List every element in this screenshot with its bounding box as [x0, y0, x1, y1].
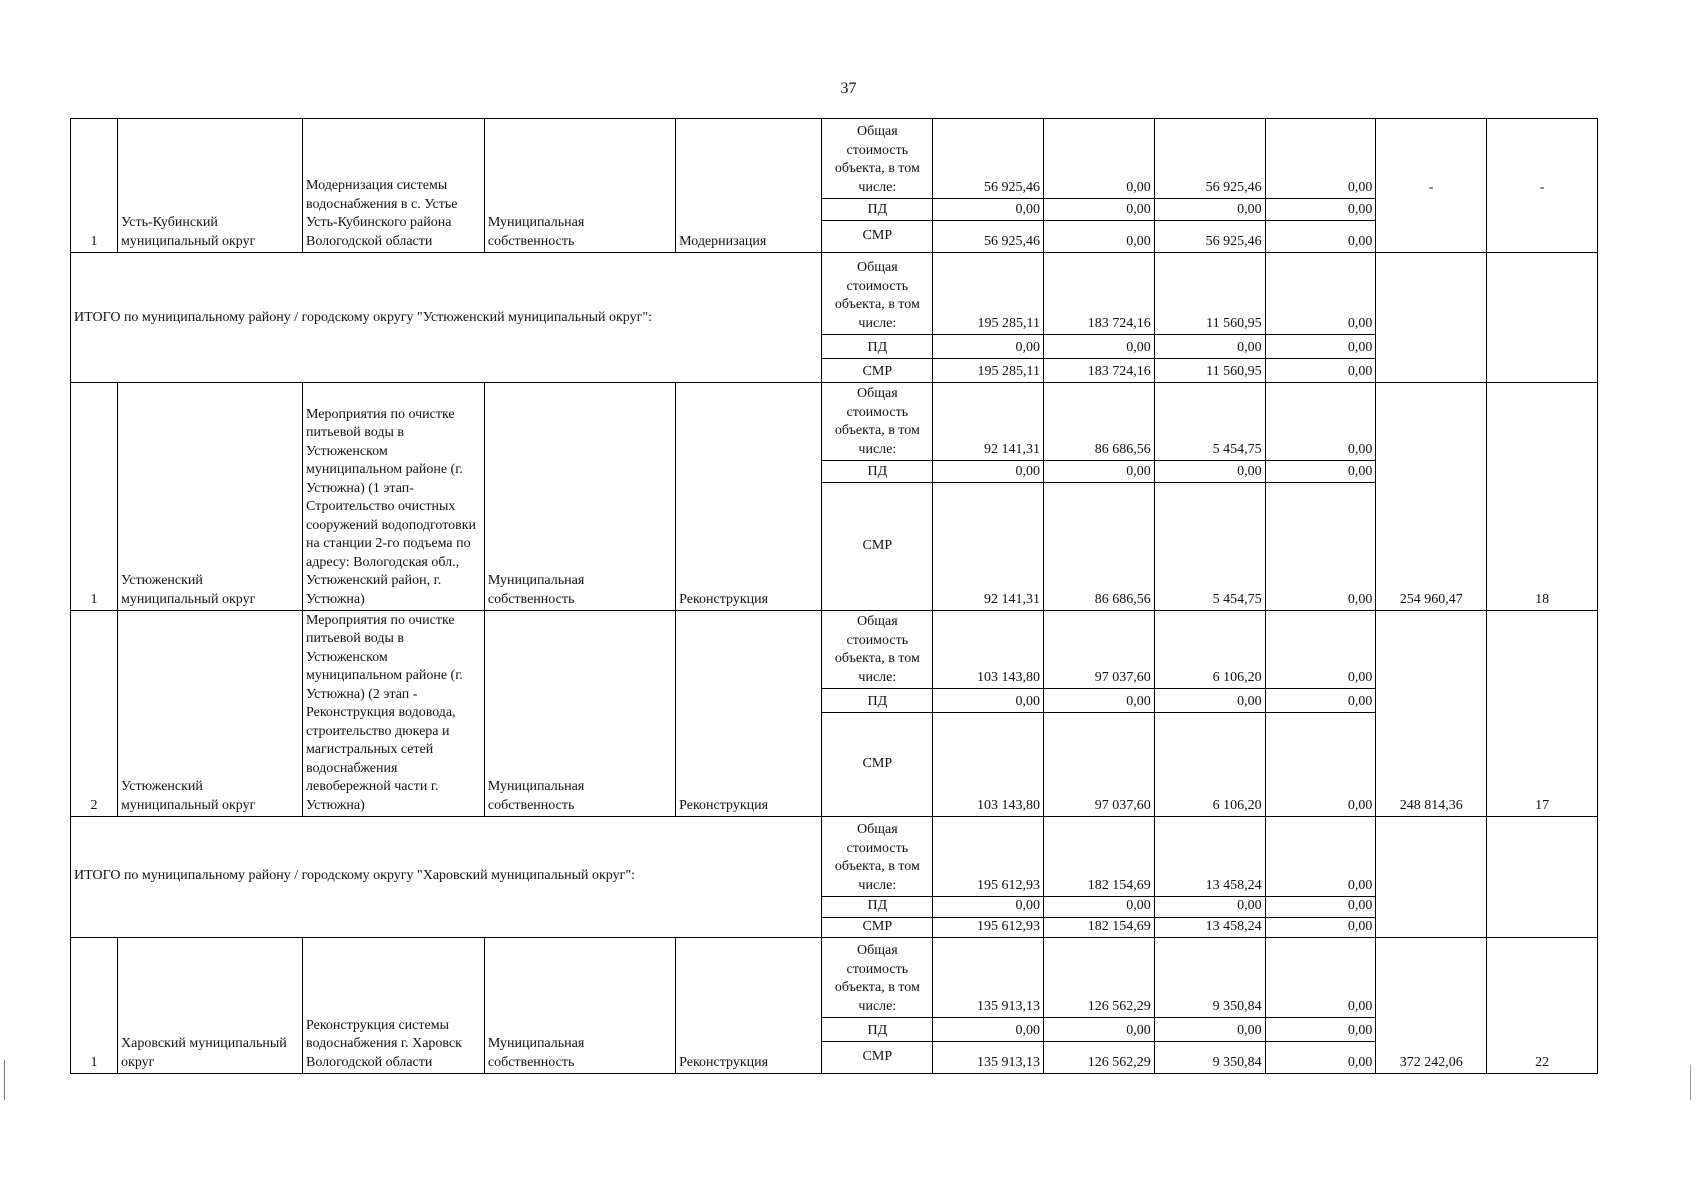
smr-value-4: 0,00: [1265, 713, 1376, 817]
smr-label: СМР: [822, 1042, 933, 1074]
total-value-3: 11 560,95: [1154, 253, 1265, 335]
pd-value-4: 0,00: [1265, 461, 1376, 483]
table-row: [71, 383, 1598, 461]
scan-mark: [1690, 1065, 1691, 1100]
pd-value-1: 0,00: [933, 689, 1044, 713]
object-name-cell: Мероприятия по очистке питьевой воды в Устюженском муниципальном районе (г. Устюжна) (2 этап - Реконструкция водовода, строительство дюкера и магистральных сетей водоснабжения левобережной части г. Устюжна): [303, 611, 485, 817]
subtotal-label: ИТОГО по муниципальному району / городскому округу "Харовский муниципальный округ":: [71, 817, 822, 938]
district-cell: Устюженский муниципальный округ: [118, 383, 303, 611]
total-cost-label: Общая стоимость объекта, в том числе:: [822, 611, 933, 689]
total-value-3: 56 925,46: [1154, 119, 1265, 199]
pd-value-3: 0,00: [1154, 897, 1265, 918]
smr-value-1: 103 143,80: [933, 713, 1044, 817]
total-value-1: 92 141,31: [933, 383, 1044, 461]
pd-value-3: 0,00: [1154, 335, 1265, 359]
count-cell: 18: [1487, 383, 1598, 611]
total-value-1: 195 612,93: [933, 817, 1044, 897]
pd-value-1: 0,00: [933, 461, 1044, 483]
total-value-2: 0,00: [1044, 119, 1155, 199]
pd-value-3: 0,00: [1154, 689, 1265, 713]
smr-value-1: 195 612,93: [933, 917, 1044, 938]
total-value-4: 0,00: [1265, 611, 1376, 689]
work-type-cell: Реконструкция: [676, 611, 822, 817]
total-value-4: 0,00: [1265, 253, 1376, 335]
smr-value-3: 5 454,75: [1154, 483, 1265, 611]
smr-label: СМР: [822, 917, 933, 938]
investment-table: [70, 118, 1598, 1074]
smr-value-4: 0,00: [1265, 1042, 1376, 1074]
table-row: [71, 611, 1598, 689]
extra-value-cell: 254 960,47: [1376, 383, 1487, 611]
table-row: [71, 817, 1598, 897]
count-cell: 22: [1487, 938, 1598, 1074]
ownership-cell: Муниципальная собственность: [484, 119, 675, 253]
smr-value-2: 182 154,69: [1044, 917, 1155, 938]
table-row: [71, 119, 1598, 199]
empty-cell: [1487, 253, 1598, 383]
smr-value-4: 0,00: [1265, 221, 1376, 253]
pd-value-2: 0,00: [1044, 689, 1155, 713]
table-row: [71, 253, 1598, 335]
empty-cell: [1376, 253, 1487, 383]
row-number: 1: [71, 119, 118, 253]
smr-value-4: 0,00: [1265, 359, 1376, 383]
smr-label: СМР: [822, 713, 933, 817]
smr-value-3: 13 458,24: [1154, 917, 1265, 938]
pd-value-1: 0,00: [933, 199, 1044, 221]
pd-label: ПД: [822, 461, 933, 483]
total-value-4: 0,00: [1265, 817, 1376, 897]
pd-label: ПД: [822, 335, 933, 359]
empty-cell: [1487, 817, 1598, 938]
pd-label: ПД: [822, 897, 933, 918]
smr-value-2: 86 686,56: [1044, 483, 1155, 611]
pd-value-4: 0,00: [1265, 689, 1376, 713]
district-cell: Усть-Кубинский муниципальный округ: [118, 119, 303, 253]
smr-value-3: 11 560,95: [1154, 359, 1265, 383]
pd-value-2: 0,00: [1044, 199, 1155, 221]
total-value-3: 9 350,84: [1154, 938, 1265, 1018]
dash-cell: -: [1376, 119, 1487, 253]
smr-value-2: 126 562,29: [1044, 1042, 1155, 1074]
smr-value-3: 6 106,20: [1154, 713, 1265, 817]
total-value-1: 56 925,46: [933, 119, 1044, 199]
work-type-cell: Реконструкция: [676, 938, 822, 1074]
total-value-3: 13 458,24: [1154, 817, 1265, 897]
smr-label: СМР: [822, 221, 933, 253]
total-cost-label: Общая стоимость объекта, в том числе:: [822, 938, 933, 1018]
smr-value-1: 135 913,13: [933, 1042, 1044, 1074]
count-cell: 17: [1487, 611, 1598, 817]
smr-value-4: 0,00: [1265, 917, 1376, 938]
object-name-cell: Модернизация системы водоснабжения в с. Устье Усть-Кубинского района Вологодской области: [303, 119, 485, 253]
row-number: 1: [71, 383, 118, 611]
extra-value-cell: 372 242,06: [1376, 938, 1487, 1074]
district-cell: Устюженский муниципальный округ: [118, 611, 303, 817]
pd-value-2: 0,00: [1044, 1018, 1155, 1042]
total-value-2: 97 037,60: [1044, 611, 1155, 689]
total-value-1: 195 285,11: [933, 253, 1044, 335]
pd-label: ПД: [822, 1018, 933, 1042]
row-number: 2: [71, 611, 118, 817]
total-cost-label: Общая стоимость объекта, в том числе:: [822, 119, 933, 199]
work-type-cell: Модернизация: [676, 119, 822, 253]
smr-value-1: 92 141,31: [933, 483, 1044, 611]
total-value-2: 182 154,69: [1044, 817, 1155, 897]
total-value-1: 135 913,13: [933, 938, 1044, 1018]
total-cost-label: Общая стоимость объекта, в том числе:: [822, 817, 933, 897]
smr-value-3: 56 925,46: [1154, 221, 1265, 253]
ownership-cell: Муниципальная собственность: [484, 383, 675, 611]
row-number: 1: [71, 938, 118, 1074]
total-value-3: 6 106,20: [1154, 611, 1265, 689]
total-value-2: 183 724,16: [1044, 253, 1155, 335]
object-name-cell: Реконструкция системы водоснабжения г. Харовск Вологодской области: [303, 938, 485, 1074]
pd-value-2: 0,00: [1044, 461, 1155, 483]
pd-value-3: 0,00: [1154, 199, 1265, 221]
extra-value-cell: 248 814,36: [1376, 611, 1487, 817]
dash-cell: -: [1487, 119, 1598, 253]
total-cost-label: Общая стоимость объекта, в том числе:: [822, 383, 933, 461]
total-value-2: 86 686,56: [1044, 383, 1155, 461]
pd-value-1: 0,00: [933, 335, 1044, 359]
total-value-2: 126 562,29: [1044, 938, 1155, 1018]
object-name-cell: Мероприятия по очистке питьевой воды в Устюженском муниципальном районе (г. Устюжна) (1 этап- Строительство очистных сооружений водоподготовки на станции 2-го подъема по адресу: Вологодская обл., Устюженский район, г. Устюжна): [303, 383, 485, 611]
pd-value-1: 0,00: [933, 1018, 1044, 1042]
empty-cell: [1376, 817, 1487, 938]
smr-value-2: 0,00: [1044, 221, 1155, 253]
total-value-3: 5 454,75: [1154, 383, 1265, 461]
smr-value-1: 195 285,11: [933, 359, 1044, 383]
pd-value-3: 0,00: [1154, 1018, 1265, 1042]
smr-value-1: 56 925,46: [933, 221, 1044, 253]
total-value-4: 0,00: [1265, 383, 1376, 461]
pd-label: ПД: [822, 689, 933, 713]
smr-value-2: 183 724,16: [1044, 359, 1155, 383]
smr-label: СМР: [822, 359, 933, 383]
district-cell: Харовский муниципальный округ: [118, 938, 303, 1074]
page-number: 37: [840, 80, 857, 97]
pd-value-2: 0,00: [1044, 897, 1155, 918]
smr-value-2: 97 037,60: [1044, 713, 1155, 817]
pd-value-4: 0,00: [1265, 897, 1376, 918]
work-type-cell: Реконструкция: [676, 383, 822, 611]
smr-label: СМР: [822, 483, 933, 611]
total-cost-label: Общая стоимость объекта, в том числе:: [822, 253, 933, 335]
pd-value-4: 0,00: [1265, 199, 1376, 221]
pd-value-4: 0,00: [1265, 1018, 1376, 1042]
pd-label: ПД: [822, 199, 933, 221]
pd-value-4: 0,00: [1265, 335, 1376, 359]
total-value-4: 0,00: [1265, 938, 1376, 1018]
pd-value-1: 0,00: [933, 897, 1044, 918]
scan-mark: [4, 1060, 5, 1100]
total-value-4: 0,00: [1265, 119, 1376, 199]
subtotal-label: ИТОГО по муниципальному району / городскому округу "Устюженский муниципальный округ":: [71, 253, 822, 383]
ownership-cell: Муниципальная собственность: [484, 611, 675, 817]
ownership-cell: Муниципальная собственность: [484, 938, 675, 1074]
smr-value-3: 9 350,84: [1154, 1042, 1265, 1074]
pd-value-3: 0,00: [1154, 461, 1265, 483]
pd-value-2: 0,00: [1044, 335, 1155, 359]
table-row: [71, 938, 1598, 1018]
smr-value-4: 0,00: [1265, 483, 1376, 611]
total-value-1: 103 143,80: [933, 611, 1044, 689]
